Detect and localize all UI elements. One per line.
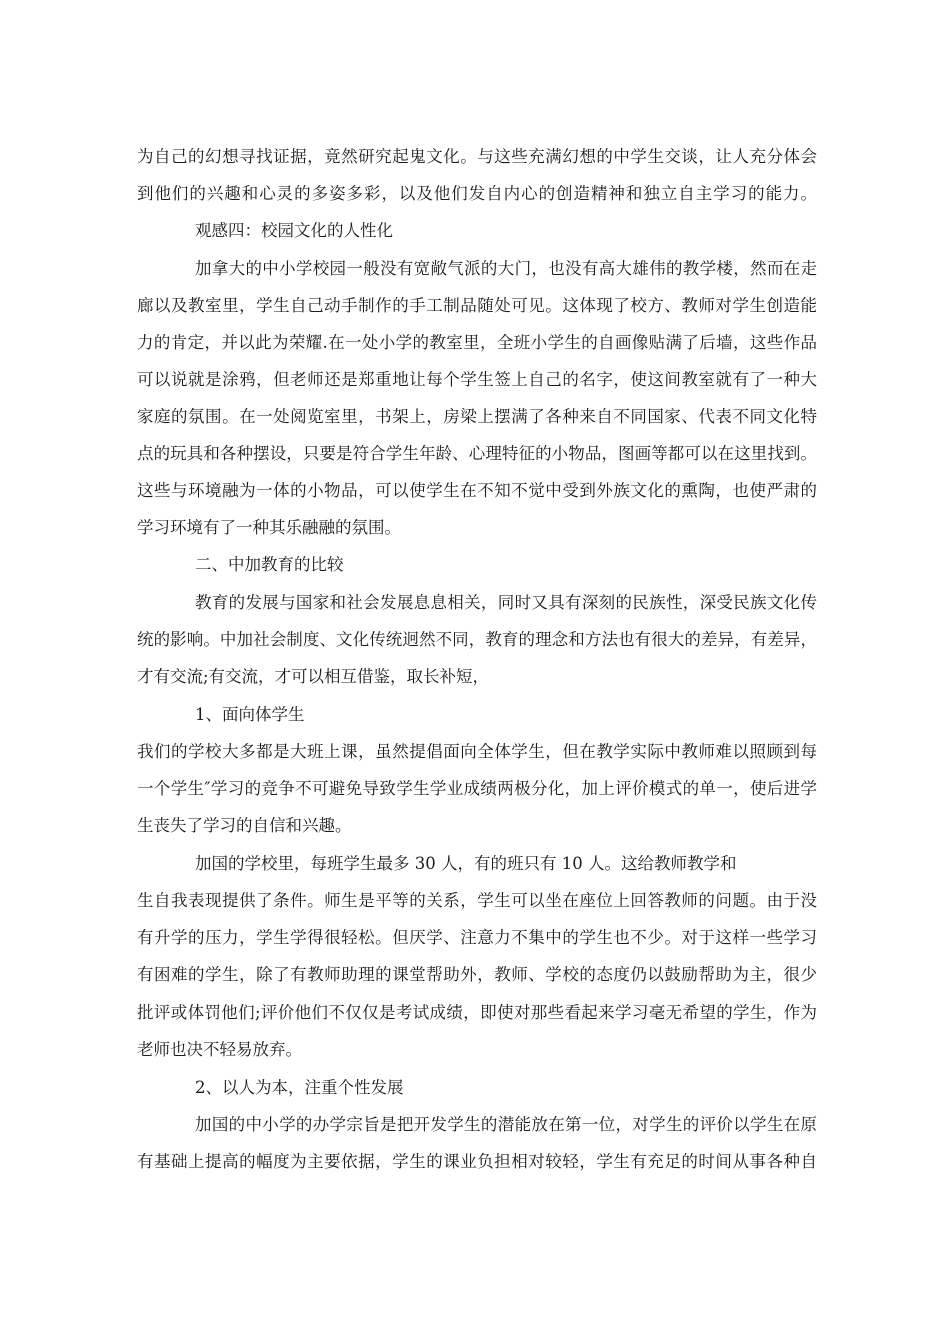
text-line: 我们的学校大多都是大班上课，虽然提倡面向全体学生，但在教学实际中教师难以照顾到每: [137, 742, 817, 761]
text-line: 一个学生″学习的竞争不可避免导致学生学业成绩两极分化，加上评价模式的单一，使后进学: [137, 779, 817, 798]
text-line: 老师也决不轻易放弃。: [137, 1040, 302, 1059]
section-heading: 二、中加教育的比较: [195, 555, 344, 574]
text-line: 加国的学校里，每班学生最多 30 人，有的班只有 10 人。这给教师教学和: [195, 854, 737, 873]
text-line: 这些与环境融为一体的小物品，可以使学生在不知不觉中受到外族文化的熏陶，也使严肃的: [137, 481, 817, 500]
text-line: 点的玩具和各种摆设，只要是符合学生年龄、心理特征的小物品，图画等都可以在这里找到。: [137, 444, 817, 463]
text-line: 教育的发展与国家和社会发展息息相关，同时又具有深刻的民族性，深受民族文化传: [195, 593, 817, 612]
text-line: 学习环境有了一种其乐融融的氛围。: [137, 518, 401, 537]
text-line: 统的影响。中加社会制度、文化传统迥然不同，教育的理念和方法也有很大的差异，有差异，: [137, 630, 817, 649]
text-line: 批评或体罚他们;评价他们不仅仅是考试成绩，即使对那些看起来学习毫无希望的学生，作为: [137, 1003, 817, 1022]
text-line: 有基础上提高的幅度为主要依据，学生的课业负担相对较轻，学生有充足的时间从事各种自: [137, 1152, 817, 1171]
text-line: 可以说就是涂鸦，但老师还是郑重地让每个学生签上自己的名字，使这间教室就有了一种大: [137, 370, 817, 389]
text-line: 有升学的压力，学生学得很轻松。但厌学、注意力不集中的学生也不少。对于这样一些学习: [137, 928, 817, 947]
text-line: 为自己的幻想寻找证据，竟然研究起鬼文化。与这些充满幻想的中学生交谈，让人充分体会: [137, 147, 817, 166]
section-heading: 1、面向体学生: [195, 705, 305, 724]
text-line: 加国的中小学的办学宗旨是把开发学生的潜能放在第一位，对学生的评价以学生在原: [195, 1115, 817, 1134]
text-line: 廊以及教室里，学生自己动手制作的手工制品随处可见。这体现了校方、教师对学生创造能: [137, 296, 817, 315]
text-line: 家庭的氛围。在一处阅览室里，书架上，房梁上摆满了各种来自不同国家、代表不同文化特: [137, 407, 817, 426]
text-line: 生丧失了学习的自信和兴趣。: [137, 816, 352, 835]
text-line: 有困难的学生，除了有教师助理的课堂帮助外，教师、学校的态度仍以鼓励帮助为主，很少: [137, 965, 817, 984]
section-heading: 观感四：校园文化的人性化: [195, 221, 393, 240]
text-line: 加拿大的中小学校园一般没有宽敞气派的大门，也没有高大雄伟的教学楼，然而在走: [195, 259, 817, 278]
text-line: 到他们的兴趣和心灵的多姿多彩，以及他们发自内心的创造精神和独立自主学习的能力。: [137, 184, 817, 203]
text-line: 才有交流;有交流，才可以相互借鉴，取长补短，: [137, 667, 490, 686]
section-heading: 2、以人为本，注重个性发展: [195, 1078, 404, 1097]
text-line: 生自我表现提供了条件。师生是平等的关系，学生可以坐在座位上回答教师的问题。由于没: [137, 891, 817, 910]
text-line: 力的肯定，并以此为荣耀.在一处小学的教室里，全班小学生的自画像贴满了后墙，这些作品: [137, 333, 817, 352]
